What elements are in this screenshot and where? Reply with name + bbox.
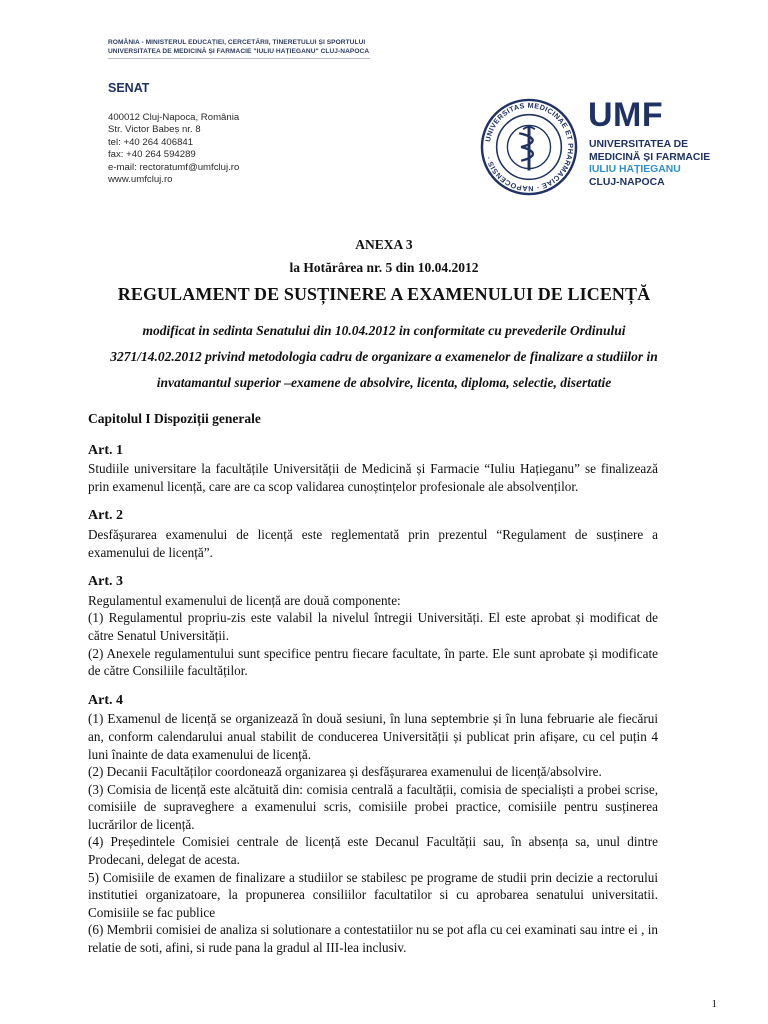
contact-fax: fax: +40 264 594289 xyxy=(108,149,196,161)
document-subtitle xyxy=(0,318,768,396)
article-paragraph: (1) Regulamentul propriu-zis este valabil la nivelul întregii Universități. El este aprobat și modificat de către Senatul Universității. xyxy=(88,610,658,643)
contact-website: www.umfcluj.ro xyxy=(108,174,173,186)
article-paragraph: Studiile universitare la facultățile Universității de Medicină și Farmacie “Iuliu Hațieganu” se finalizează prin examenul licență, care are ca scop validarea cunoștințelor profesionale ale absolvenților. xyxy=(88,461,658,494)
logo-line: CLUJ-NAPOCA xyxy=(589,176,665,188)
subtitle-line: modificat in sedinta Senatului din 10.04.2012 in conformitate cu prevederile Ordinului xyxy=(142,323,626,338)
ministry-line: ROMÂNIA - MINISTERUL EDUCAȚIEI, CERCETĂRII, TINERETULUI ȘI SPORTULUI xyxy=(108,39,366,46)
contact-address: 400012 Cluj-Napoca, România xyxy=(108,112,240,123)
svg-text:UNIVERSITAS MEDICINAE ET PHARM: UNIVERSITAS MEDICINAE ET PHARMACIAE · NAPOCENSIS · xyxy=(483,100,576,194)
contact-block xyxy=(108,112,239,186)
article-paragraph: Regulamentul examenului de licență are două componente: xyxy=(88,592,401,608)
article-paragraph: (4) Președintele Comisiei centrale de licență este Decanul Facultății sau, în absența sa, unul dintre Prodecani, delegat de acesta. xyxy=(88,834,658,868)
ministry-header xyxy=(108,38,369,56)
decision-reference: la Hotărârea nr. 5 din 10.04.2012 xyxy=(289,260,479,275)
university-line: UNIVERSITATEA DE MEDICINĂ ȘI FARMACIE "IULIU HAȚIEGANU" CLUJ-NAPOCA xyxy=(108,48,370,55)
article-heading: Art. 1 xyxy=(88,442,123,458)
article-paragraph: Desfășurarea examenului de licență este reglementată prin prezentul “Regulament de susținere a examenului de licență”. xyxy=(88,526,658,560)
article-heading: Art. 4 xyxy=(88,692,123,708)
article-paragraph: 5) Comisiile de examen de finalizare a studiilor se stabilesc pe programe de studii prin decizie a rectorului institutiei organizatoare, la propunerea consiliilor facultatilor si cu aprobarea senatului universitatii. Comisiile se fac publice xyxy=(88,869,658,920)
article-paragraph: (6) Membrii comisiei de analiza si solutionare a contestatiilor nu se pot afla cu cei examinati sau intre ei , in relatie de soti, afini, si rude pana la gradul al III-lea inclusiv. xyxy=(88,922,658,956)
article-2 xyxy=(88,507,658,561)
contact-street: Str. Victor Babeș nr. 8 xyxy=(108,124,201,136)
article-paragraph: (1) Examenul de licență se organizează în două sesiuni, în luna septembrie și în luna februarie ale fiecărui an, conform calendarului anual stabilit de conducerea Universității și publicat prin afișare, cu cel puțin 4 luni înainte de data examenului de licență. xyxy=(88,711,658,762)
logo-line: UNIVERSITATEA DE xyxy=(589,139,689,150)
logo-line-accent: IULIU HAȚIEGANU xyxy=(589,164,681,176)
senat-heading: SENAT xyxy=(108,81,150,95)
article-paragraph: (3) Comisia de licență este alcătuită din: comisia centrală a facultății, comisia de specialiști a probei scrise, comisiile de supraveghere a examenului scris, comisiile probei practice, comisiile pentru susținerea lucrărilor de licență. xyxy=(88,781,658,832)
umf-logo-title: UMF xyxy=(588,96,664,134)
header-divider xyxy=(108,58,370,59)
contact-phone: tel: +40 264 406841 xyxy=(108,136,194,148)
article-1 xyxy=(88,442,658,496)
article-4 xyxy=(88,692,658,957)
subtitle-line: 3271/14.02.2012 privind metodologia cadru de organizare a examenelor de finalizare a studiilor in xyxy=(110,349,658,364)
article-heading: Art. 2 xyxy=(88,508,123,524)
contact-email: e-mail: rectoratumf@umfcluj.ro xyxy=(108,161,240,173)
document-body xyxy=(88,410,658,969)
article-paragraph: (2) Decanii Facultăților coordonează organizarea și desfășurarea examenului de licență/absolvire. xyxy=(88,764,602,780)
document-title: REGULAMENT DE SUSȚINERE A EXAMENULUI DE LICENȚĂ xyxy=(117,284,651,304)
umf-logo-text xyxy=(589,139,710,189)
university-seal-icon xyxy=(480,98,578,196)
article-3 xyxy=(88,573,658,680)
page-number: 1 xyxy=(711,998,717,1010)
article-paragraph: (2) Anexele regulamentului sunt specifice pentru fiecare facultate, în parte. Ele sunt aprobate și modificate de către Consiliile facultăților. xyxy=(88,645,658,679)
subtitle-line: invatamantul superior –examene de absolvire, licenta, diploma, selectie, disertatie xyxy=(156,375,612,390)
logo-line: MEDICINĂ ȘI FARMACIE xyxy=(589,151,711,163)
article-heading: Art. 3 xyxy=(88,574,123,590)
annex-label: ANEXA 3 xyxy=(355,237,413,252)
chapter-heading: Capitolul I Dispoziții generale xyxy=(88,411,261,426)
